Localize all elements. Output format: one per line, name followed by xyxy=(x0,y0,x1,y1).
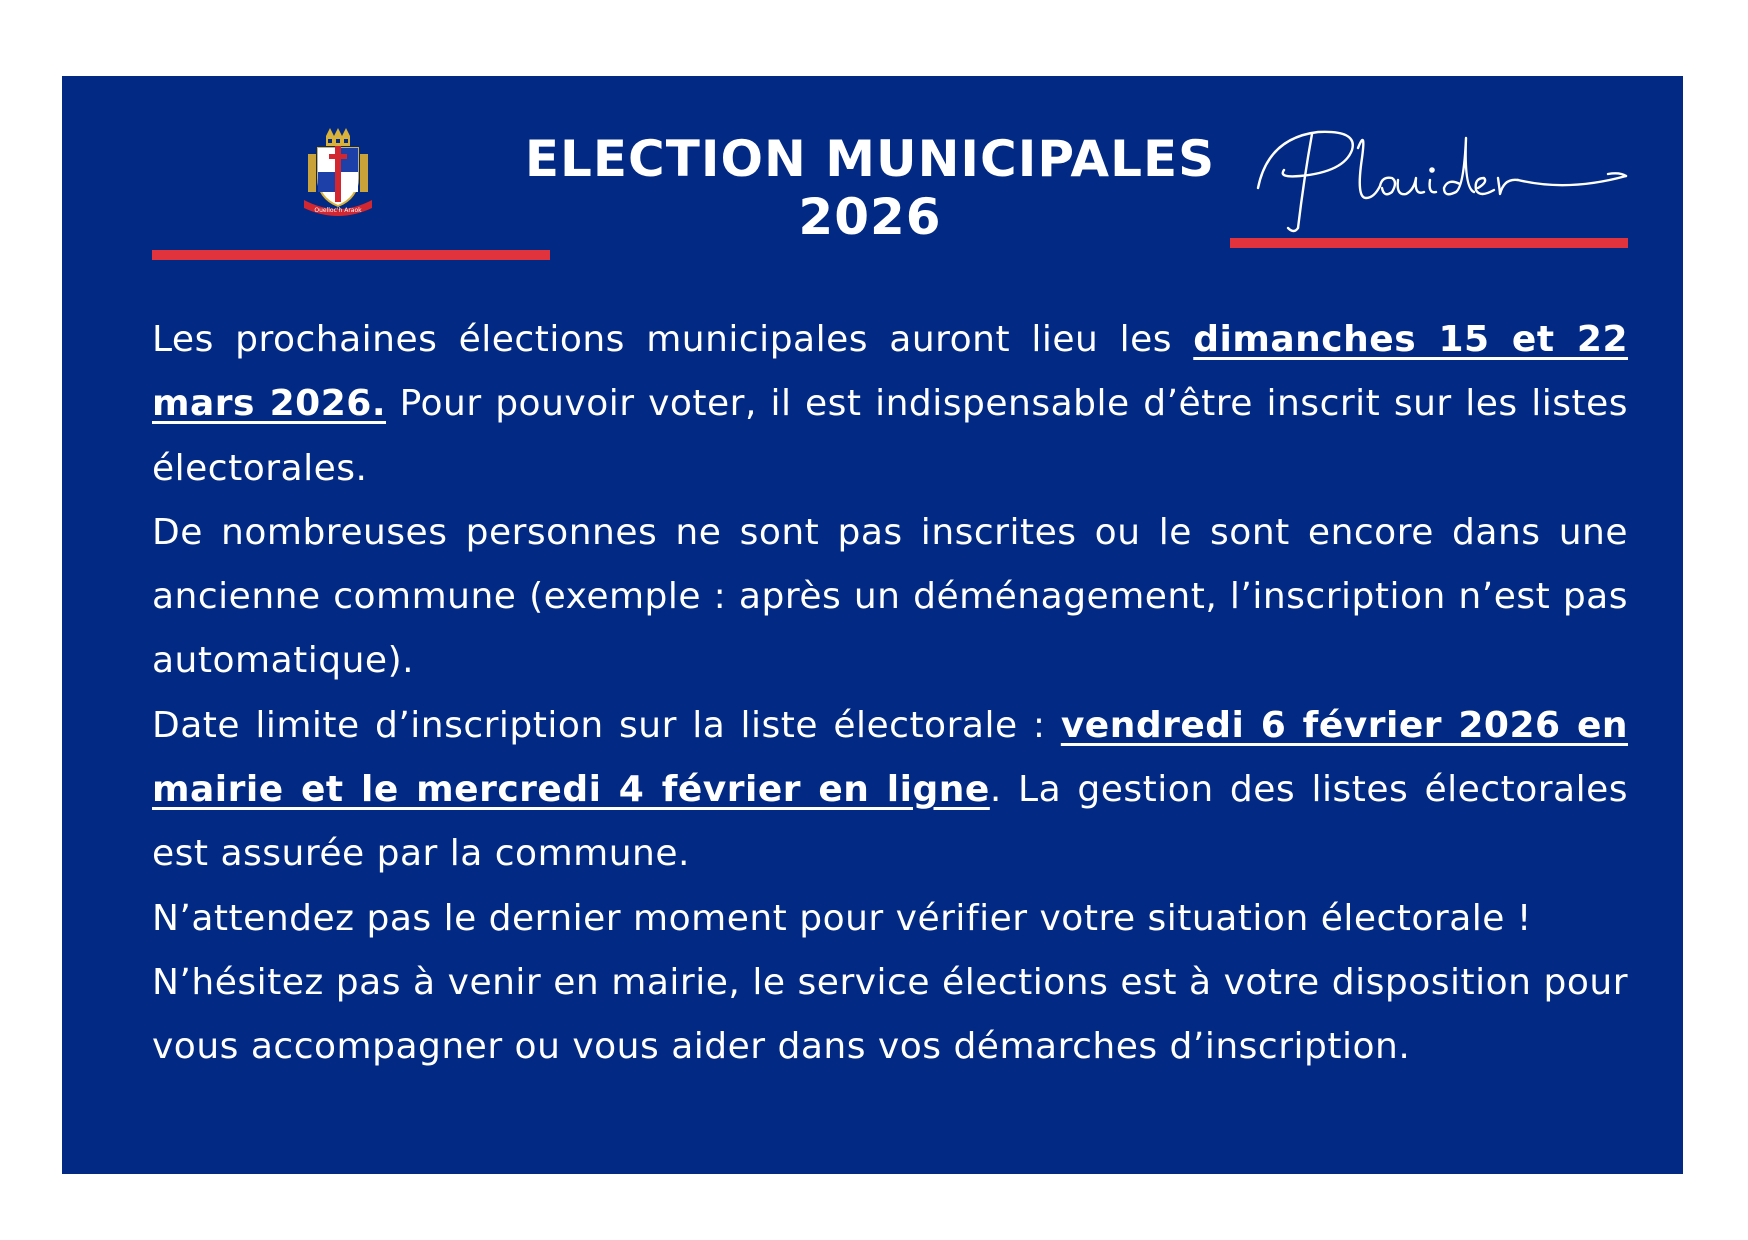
paragraph-reminder: N’attendez pas le dernier moment pour vérifier votre situation électorale ! xyxy=(152,897,1532,939)
paragraph-deadline xyxy=(152,694,1628,887)
deadline-highlight: vendredi 6 février 2026 en mairie et le mercredi 4 février en ligne xyxy=(152,704,1628,811)
paragraph-registration-info: De nombreuses personnes ne sont pas inscrites ou le sont encore dans une ancienne commune (exemple : après un déménagement, l’inscription n’est pas automatique). xyxy=(152,511,1628,682)
title-line-2: 2026 xyxy=(798,188,942,246)
paragraph-text: Les prochaines élections municipales auront lieu les xyxy=(152,319,1194,360)
paragraph-help: N’hésitez pas à venir en mairie, le service élections est à votre disposition pour vous accompagner ou vous aider dans vos démarches d’inscription. xyxy=(152,961,1628,1068)
title-line-1: ELECTION MUNICIPALES xyxy=(524,130,1216,188)
coat-of-arms-icon xyxy=(296,128,380,220)
plouider-signature-logo xyxy=(1248,118,1638,238)
crest-motto: Ouelloc'h Araok xyxy=(314,207,362,214)
election-dates-highlight: dimanches 15 et 22 mars 2026. xyxy=(152,319,1628,425)
red-divider-left xyxy=(152,250,550,260)
paragraph-text: . La gestion des listes électorales est assurée par la commune. xyxy=(152,769,1629,875)
red-divider-right xyxy=(1230,238,1628,248)
paragraph-election-dates xyxy=(152,308,1628,501)
paragraph-text: Pour pouvoir voter, il est indispensable d’être inscrit sur les listes électorales. xyxy=(152,383,1629,489)
paragraph-text: Date limite d’inscription sur la liste électorale : xyxy=(152,704,1061,746)
announcement-body xyxy=(152,308,1628,1080)
page-title xyxy=(440,130,1300,246)
